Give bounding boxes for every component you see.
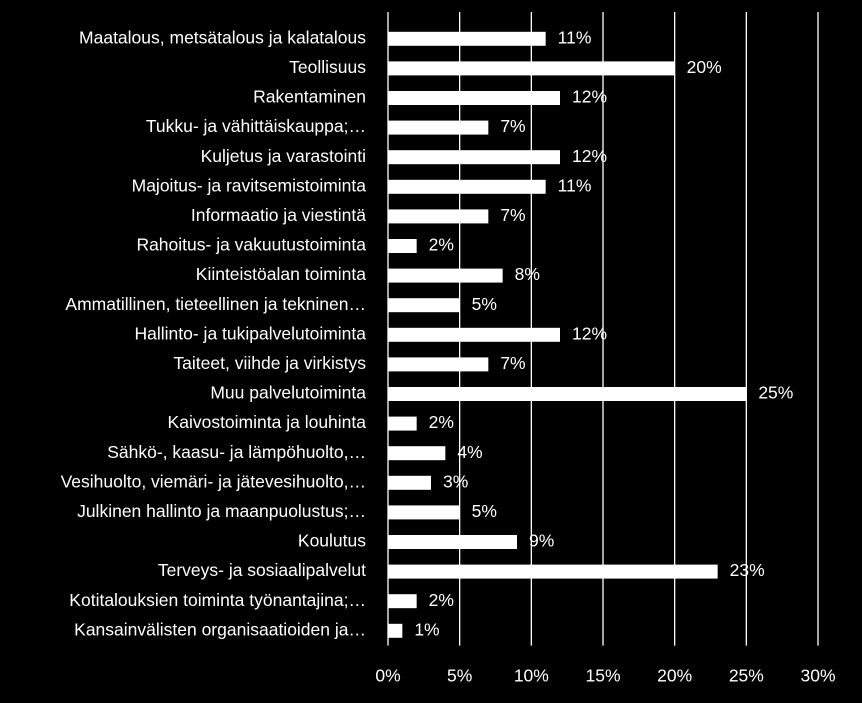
value-label-7: 2% — [428, 234, 454, 255]
category-label-0: Maatalous, metsätalous ja kalatalous — [79, 27, 366, 48]
category-label-8: Kiinteistöalan toiminta — [195, 264, 366, 285]
x-tick-label-4: 20% — [657, 665, 693, 686]
bar-6 — [388, 209, 488, 223]
value-label-20: 1% — [414, 619, 440, 640]
bar-17 — [388, 535, 517, 549]
value-label-11: 7% — [500, 353, 526, 374]
category-label-18: Terveys- ja sosiaalipalvelut — [157, 560, 366, 581]
value-label-12: 25% — [758, 382, 794, 403]
category-label-1: Teollisuus — [289, 57, 366, 78]
x-tick-label-6: 30% — [800, 665, 836, 686]
category-label-13: Kaivostoiminta ja louhinta — [167, 412, 366, 433]
x-tick-label-2: 10% — [513, 665, 549, 686]
bar-8 — [388, 269, 503, 283]
value-label-17: 9% — [529, 530, 555, 551]
x-axis-tick-labels — [375, 666, 835, 686]
bar-18 — [388, 565, 718, 579]
value-label-1: 20% — [686, 57, 722, 78]
category-label-16: Julkinen hallinto ja maanpuolustus;… — [77, 501, 366, 522]
category-label-12: Muu palvelutoiminta — [210, 382, 366, 403]
x-tick-label-5: 25% — [728, 665, 764, 686]
value-label-4: 12% — [572, 145, 608, 166]
value-label-14: 4% — [457, 441, 483, 462]
category-label-19: Kotitalouksien toiminta työnantajina;… — [69, 589, 366, 610]
value-label-0: 11% — [557, 27, 592, 48]
value-label-13: 2% — [428, 412, 454, 433]
x-tick-label-3: 15% — [585, 665, 621, 686]
category-label-20: Kansainvälisten organisaatioiden ja… — [74, 619, 366, 640]
bar-4 — [388, 150, 560, 164]
category-label-9: Ammatillinen, tieteellinen ja tekninen… — [65, 293, 366, 314]
category-labels — [61, 27, 367, 639]
category-label-15: Vesihuolto, viemäri- ja jätevesihuolto,… — [60, 471, 366, 492]
category-label-7: Rahoitus- ja vakuutustoiminta — [136, 234, 366, 255]
value-label-19: 2% — [428, 589, 454, 610]
bar-19 — [388, 594, 417, 608]
value-label-6: 7% — [500, 205, 526, 226]
value-label-18: 23% — [729, 560, 765, 581]
value-label-5: 11% — [557, 175, 592, 196]
category-label-10: Hallinto- ja tukipalvelutoiminta — [134, 323, 366, 344]
bar-10 — [388, 328, 560, 342]
value-label-3: 7% — [500, 116, 526, 137]
category-label-5: Majoitus- ja ravitsemistoiminta — [131, 175, 366, 196]
bars — [388, 32, 746, 638]
value-label-15: 3% — [443, 471, 469, 492]
category-label-17: Koulutus — [297, 530, 366, 551]
bar-20 — [388, 624, 402, 638]
bar-15 — [388, 476, 431, 490]
category-label-14: Sähkö-, kaasu- ja lämpöhuolto,… — [107, 441, 366, 462]
category-label-11: Taiteet, viihde ja virkistys — [173, 353, 366, 374]
category-label-4: Kuljetus ja varastointi — [200, 145, 366, 166]
value-label-16: 5% — [471, 501, 497, 522]
category-label-3: Tukku- ja vähittäiskauppa;… — [145, 116, 366, 137]
bar-1 — [388, 61, 675, 75]
bar-0 — [388, 32, 546, 46]
bar-12 — [388, 387, 746, 401]
category-label-6: Informaatio ja viestintä — [190, 205, 366, 226]
bar-2 — [388, 91, 560, 105]
value-label-2: 12% — [572, 86, 608, 107]
x-tick-label-1: 5% — [447, 665, 473, 686]
bar-13 — [388, 417, 417, 431]
bar-9 — [388, 298, 460, 312]
bar-5 — [388, 180, 546, 194]
value-label-8: 8% — [514, 264, 540, 285]
bar-14 — [388, 446, 445, 460]
category-label-2: Rakentaminen — [253, 86, 366, 107]
bar-7 — [388, 239, 417, 253]
value-label-10: 12% — [572, 323, 608, 344]
bar-3 — [388, 121, 488, 135]
bar-16 — [388, 505, 460, 519]
bar-11 — [388, 357, 488, 371]
x-tick-label-0: 0% — [375, 665, 401, 686]
value-label-9: 5% — [471, 293, 497, 314]
